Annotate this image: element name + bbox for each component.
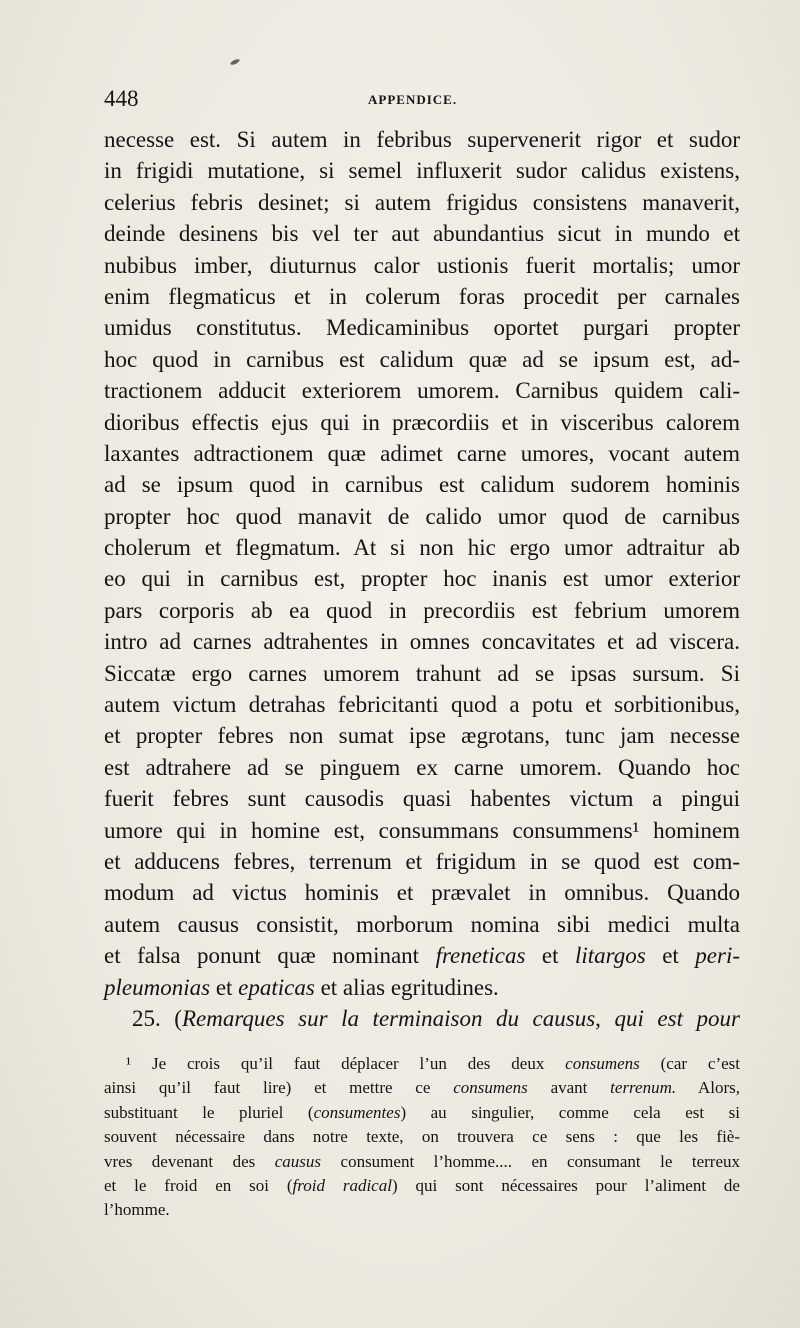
footnote-line bbox=[104, 1125, 740, 1149]
body-line bbox=[104, 124, 740, 155]
body-line bbox=[104, 940, 740, 971]
text-run: cholerum et flegmatum. At si non hic ergo umor adtraitur ab bbox=[104, 535, 740, 561]
footnote-line bbox=[104, 1076, 740, 1100]
italic-text: consumens bbox=[453, 1078, 528, 1098]
body-line bbox=[104, 972, 740, 1003]
text-run: et alias egritudines. bbox=[314, 974, 499, 1000]
text-run: vres devenant des bbox=[104, 1151, 275, 1171]
text-run: ¹ Je crois qu’il faut déplacer l’un des deux bbox=[126, 1054, 566, 1073]
footnote-line bbox=[104, 1174, 740, 1198]
footnote-line bbox=[104, 1101, 740, 1125]
body-line bbox=[104, 407, 740, 438]
italic-text: Remarques sur la terminaison du causus bbox=[181, 1005, 596, 1031]
body-line bbox=[104, 752, 740, 783]
text-run: enim flegmaticus et in colerum foras procedit per carnales bbox=[104, 283, 740, 309]
text-run: (car c’est bbox=[639, 1054, 740, 1073]
body-line bbox=[104, 375, 740, 406]
text-run: dioribus effectis ejus qui in præcordiis et in visceribus calorem bbox=[104, 409, 740, 435]
text-run: et le froid en soi ( bbox=[104, 1175, 293, 1195]
text-run: , bbox=[595, 1005, 615, 1031]
body-line bbox=[104, 877, 740, 908]
body-line bbox=[104, 344, 740, 375]
footnotes bbox=[104, 1052, 740, 1223]
body-line bbox=[104, 783, 740, 814]
italic-text: qui est pour bbox=[614, 1005, 740, 1031]
text-run: et bbox=[210, 974, 239, 1000]
text-run: propter hoc quod manavit de calido umor quod de carnibus bbox=[104, 503, 740, 529]
text-run: celerius febris desinet; si autem frigidus consistens manaverit, bbox=[104, 189, 740, 215]
body-line bbox=[104, 563, 740, 594]
text-run: umore qui in homine est, consummans consummens¹ hominem bbox=[104, 817, 740, 843]
body-line bbox=[104, 846, 740, 877]
text-run: ainsi qu’il faut lire) et mettre ce bbox=[104, 1078, 454, 1098]
italic-text: consumens bbox=[565, 1054, 640, 1073]
text-run: eo qui in carnibus est, propter hoc inanis est umor exterior bbox=[104, 566, 740, 592]
text-run: autem causus consistit, morborum nomina sibi medici multa bbox=[104, 911, 740, 937]
text-run: et bbox=[645, 943, 696, 969]
body-line bbox=[104, 1003, 740, 1034]
text-run: pars corporis ab ea quod in precordiis est febrium umorem bbox=[104, 597, 740, 623]
page-number: 448 bbox=[104, 86, 139, 111]
body-line bbox=[104, 469, 740, 500]
body-line bbox=[104, 250, 740, 281]
text-run: hoc quod in carnibus est calidum quæ ad se ipsum est, ad- bbox=[104, 346, 740, 372]
body-line bbox=[104, 532, 740, 563]
italic-text: pleumonias bbox=[104, 974, 211, 1000]
body-line bbox=[104, 312, 740, 343]
text-run: consument l’homme.... en consumant le terreux bbox=[321, 1151, 741, 1171]
text-run: autem victum detrahas febricitanti quod a potu et sorbitionibus, bbox=[104, 692, 740, 718]
text-run: et propter febres non sumat ipse ægrotans, tunc jam necesse bbox=[104, 723, 740, 749]
text-run: l’homme. bbox=[104, 1200, 170, 1220]
body-line bbox=[104, 689, 740, 720]
text-run: et falsa ponunt quæ nominant bbox=[104, 943, 436, 969]
body-line bbox=[104, 281, 740, 312]
italic-text: consumentes bbox=[313, 1102, 401, 1122]
text-run: 25. ( bbox=[132, 1005, 182, 1031]
text-run: ad se ipsum quod in carnibus est calidum sudorem hominis bbox=[104, 472, 740, 498]
body-line bbox=[104, 218, 740, 249]
text-run: in frigidi mutatione, si semel influxerit sudor calidus existens, bbox=[104, 158, 740, 184]
footnote-line bbox=[104, 1052, 740, 1076]
footnote-line bbox=[104, 1150, 740, 1174]
footnote-line bbox=[104, 1198, 740, 1222]
text-run: nubibus imber, diuturnus calor ustionis fuerit mortalis; umor bbox=[104, 252, 740, 278]
text-run: fuerit febres sunt causodis quasi habentes victum a pingui bbox=[104, 786, 740, 812]
text-run: intro ad carnes adtrahentes in omnes concavitates et ad viscera. bbox=[104, 629, 740, 655]
text-run: ) au singulier, comme cela est si bbox=[400, 1102, 740, 1122]
italic-text: froid radical bbox=[292, 1175, 392, 1195]
ink-smudge bbox=[230, 58, 241, 66]
text-run: umidus constitutus. Medicaminibus oportet purgari propter bbox=[104, 315, 740, 341]
text-run: Siccatæ ergo carnes umorem trahunt ad se ipsas sursum. Si bbox=[104, 660, 740, 686]
body-line bbox=[104, 658, 740, 689]
italic-text: causus bbox=[274, 1151, 322, 1171]
text-run: laxantes adtractionem quæ adimet carne umores, vocant autem bbox=[104, 440, 740, 466]
text-run: ) qui sont nécessaires pour l’aliment de bbox=[391, 1175, 740, 1195]
body-line bbox=[104, 501, 740, 532]
body-line bbox=[104, 595, 740, 626]
italic-text: freneticas bbox=[435, 943, 526, 969]
body-line bbox=[104, 815, 740, 846]
italic-text: peri- bbox=[695, 943, 740, 969]
text-run: souvent nécessaire dans notre texte, on trouvera ce sens : que les fiè- bbox=[104, 1127, 740, 1147]
text-run: avant bbox=[527, 1078, 611, 1098]
body-line bbox=[104, 720, 740, 751]
text-run: deinde desinens bis vel ter aut abundantius sicut in mundo et bbox=[104, 221, 740, 247]
italic-text: epaticas bbox=[238, 974, 315, 1000]
body-line bbox=[104, 909, 740, 940]
text-run: substituant le pluriel ( bbox=[104, 1102, 314, 1122]
body-line bbox=[104, 438, 740, 469]
page-header bbox=[104, 86, 740, 116]
italic-text: terrenum. bbox=[610, 1078, 677, 1098]
body-line bbox=[104, 155, 740, 186]
italic-text: litargos bbox=[574, 943, 646, 969]
body-line bbox=[104, 626, 740, 657]
text-run: et adducens febres, terrenum et frigidum in se quod est com- bbox=[104, 848, 740, 874]
text-run: modum ad victus hominis et prævalet in omnibus. Quando bbox=[104, 880, 740, 906]
text-run: necesse est. Si autem in febribus supervenerit rigor et sudor bbox=[104, 127, 740, 152]
text-run: tractionem adducit exteriorem umorem. Carnibus quidem cali- bbox=[104, 378, 740, 404]
body-line bbox=[104, 187, 740, 218]
running-head: APPENDICE. bbox=[368, 92, 458, 107]
text-run: et bbox=[525, 943, 575, 969]
text-run: est adtrahere ad se pinguem ex carne umorem. Quando hoc bbox=[104, 754, 740, 780]
text-run: Alors, bbox=[676, 1078, 740, 1098]
body-text bbox=[104, 124, 740, 1034]
